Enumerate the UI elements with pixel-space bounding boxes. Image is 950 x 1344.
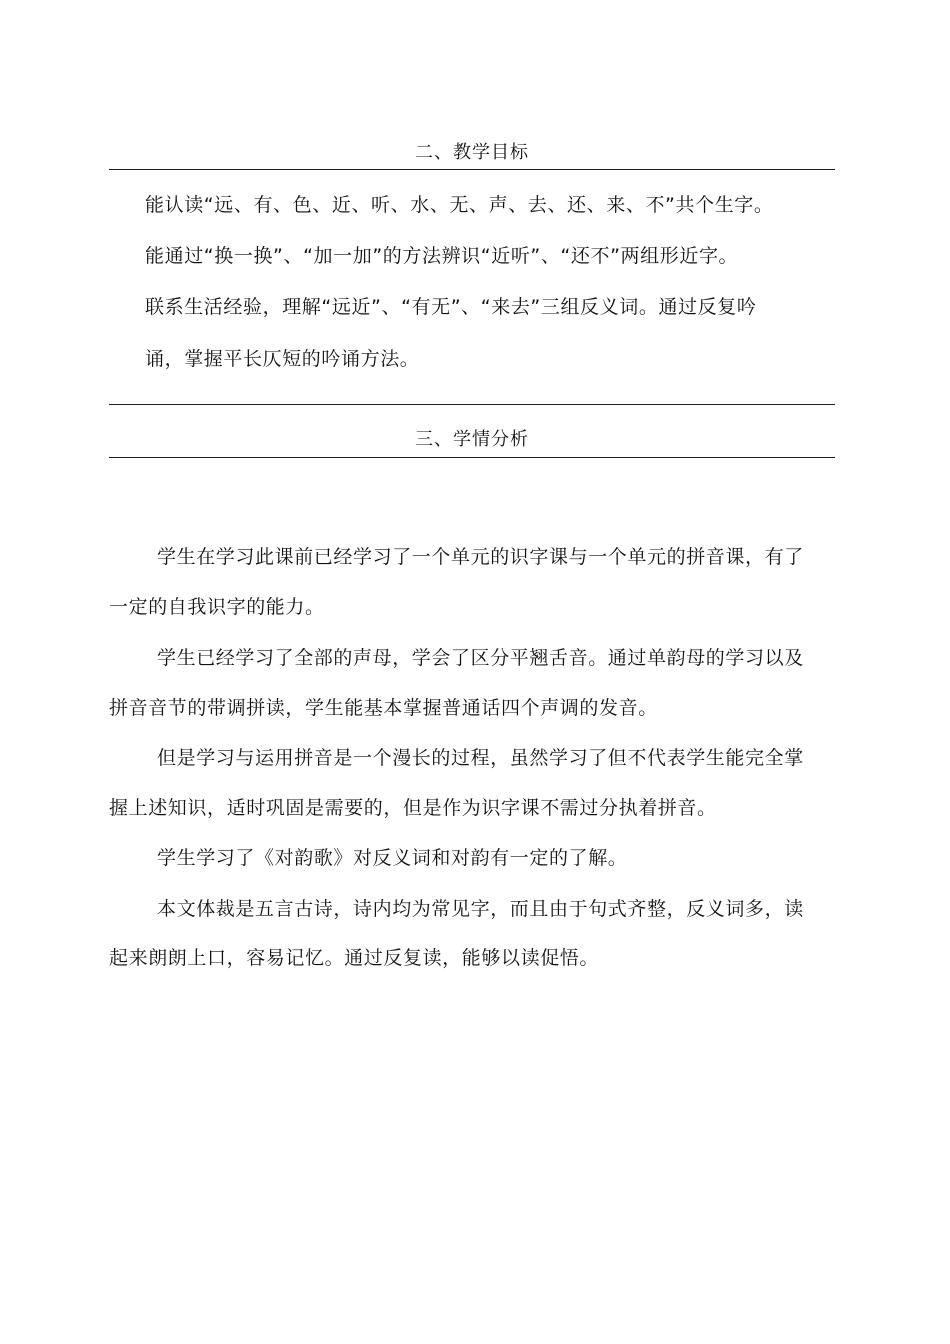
section-divider xyxy=(109,457,835,458)
section-title-teaching-goals: 二、教学目标 xyxy=(415,142,529,163)
goal-line: 能通过“换一换”、“加一加”的方法辨识“近听”、“还不”两组形近字。 xyxy=(145,245,739,267)
analysis-line: 本文体裁是五言古诗，诗内均为常见字，而且由于句式齐整，反义词多，读 xyxy=(157,898,804,920)
analysis-line: 握上述知识，适时巩固是需要的，但是作为识字课不需过分执着拼音。 xyxy=(109,797,717,819)
section-divider xyxy=(109,404,835,405)
analysis-line: 拼音音节的带调拼读，学生能基本掌握普通话四个声调的发音。 xyxy=(109,697,658,719)
goal-line: 诵，掌握平长仄短的吟诵方法。 xyxy=(145,348,420,370)
analysis-line: 但是学习与运用拼音是一个漫长的过程，虽然学习了但不代表学生能完全掌 xyxy=(157,747,804,769)
goal-line: 联系生活经验，理解“远近”、“有无”、“来去”三组反义词。通过反复吟 xyxy=(145,296,757,318)
goal-line: 能认读“远、有、色、近、听、水、无、声、去、还、来、不”共个生字。 xyxy=(145,194,774,216)
analysis-line: 学生已经学习了全部的声母，学会了区分平翘舌音。通过单韵母的学习以及 xyxy=(157,647,804,669)
section-title-learning-analysis: 三、学情分析 xyxy=(415,429,529,450)
analysis-line: 起来朗朗上口，容易记忆。通过反复读，能够以读促悟。 xyxy=(109,947,600,969)
analysis-line: 学生学习了《对韵歌》对反义词和对韵有一定的了解。 xyxy=(157,847,628,869)
analysis-line: 一定的自我识字的能力。 xyxy=(109,596,325,618)
analysis-line: 学生在学习此课前已经学习了一个单元的识字课与一个单元的拼音课，有了 xyxy=(157,546,804,568)
section-divider xyxy=(109,169,835,170)
